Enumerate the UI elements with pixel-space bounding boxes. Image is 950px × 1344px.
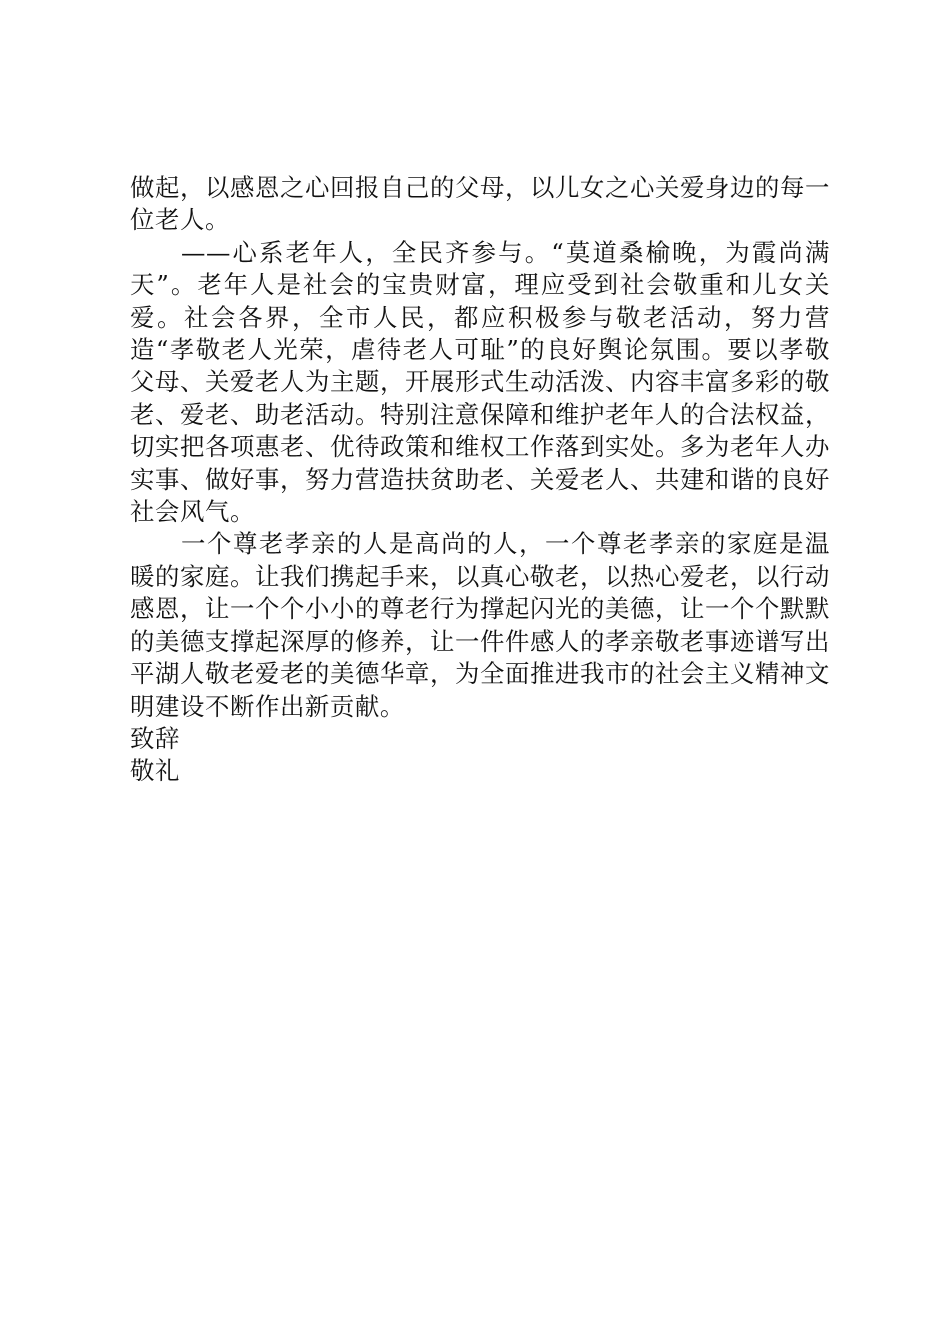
- paragraph-elderly-participation: ——心系老年人，全民齐参与。“莫道桑榆晚，为霞尚满天”。老年人是社会的宝贵财富，理应受到社会敬重和儿女关爱。社会各界，全市人民，都应积极参与敬老活动，努力营造“孝敬老人光荣，虐待老人可耻”的良好舆论氛围。要以孝敬父母、关爱老人为主题，开展形式生动活泼、内容丰富多彩的敬老、爱老、助老活动。特别注意保障和维护老年人的合法权益，切实把各项惠老、优待政策和维权工作落到实处。多为老年人办实事、做好事，努力营造扶贫助老、关爱老人、共建和谐的良好社会风气。: [130, 237, 830, 527]
- paragraph-continuation: 做起，以感恩之心回报自己的父母，以儿女之心关爱身边的每一位老人。: [130, 173, 830, 235]
- closing-zhici: 致辞: [130, 723, 180, 753]
- closing-jingli: 敬礼: [130, 756, 180, 786]
- paragraph-call-to-action: 一个尊老孝亲的人是高尚的人，一个尊老孝亲的家庭是温暖的家庭。让我们携起手来，以真心敬老，以热心爱老，以行动感恩，让一个个小小的尊老行为撑起闪光的美德，让一个个默默的美德支撑起深厚的修养，让一件件感人的孝亲敬老事迹谱写出平湖人敬老爱老的美德华章，为全面推进我市的社会主义精神文明建设不断作出新贡献。: [130, 529, 830, 721]
- document-body: [130, 172, 830, 788]
